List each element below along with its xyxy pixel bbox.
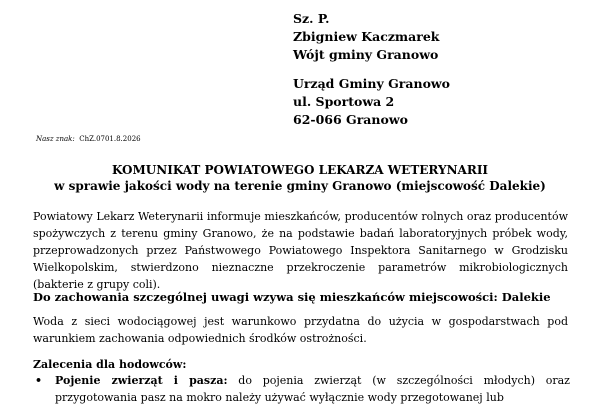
title-line-2: w sprawie jakości wody na terenie gminy Granowo (miejscowość Dalekie) <box>54 179 546 193</box>
heading-recommendations: Zalecenia dla hodowców: <box>33 358 187 371</box>
bullet-icon: • <box>35 374 43 387</box>
recipient-street: ul. Sportowa 2 <box>293 94 395 109</box>
paragraph-water-status: Woda z sieci wodociągowej jest warunkowo przydatna do użycia w gospodarstwach pod warunkiem zachowania odpowiednich środków ostrożności. <box>33 315 568 345</box>
document-title <box>0 162 600 194</box>
recipient-title: Wójt gminy Granowo <box>293 47 439 62</box>
recipient-postcode: 62-066 Granowo <box>293 112 408 127</box>
bullet-bold-text: Pojenie zwierząt i pasza: <box>55 374 228 387</box>
reference-number <box>36 135 141 143</box>
reference-value: ChZ.0701.8.2026 <box>79 135 141 143</box>
list-item <box>35 372 570 406</box>
bullet-text: do pojenia zwierząt (w szczególności młodych) oraz przygotowania pasz na mokro należy używać wyłącznie wody przegotowanej lub <box>55 374 570 404</box>
heading-warning: Do zachowania szczególnej uwagi wzywa się mieszkańców miejscowości: Dalekie <box>33 290 551 304</box>
recipient-salutation: Sz. P. <box>293 11 330 26</box>
paragraph-intro: Powiatowy Lekarz Weterynarii informuje mieszkańców, producentów rolnych oraz producentów spożywczych z terenu gminy Granowo, że na podstawie badań laboratoryjnych próbek wody, przeprowadzonych przez Państwowego Powiatowego Inspektora Sanitarnego w Grodzisku Wielkopolskim, stwierdzono nieznaczne przekroczenie parametrów mikrobiologicznych (bakterie z grupy coli). <box>33 210 568 291</box>
reference-label: Nasz znak: <box>36 135 75 143</box>
recipient-address <box>293 10 450 129</box>
recipient-name: Zbigniew Kaczmarek <box>293 29 440 44</box>
title-line-1: KOMUNIKAT POWIATOWEGO LEKARZA WETERYNARII <box>111 163 489 177</box>
recipient-office: Urząd Gminy Granowo <box>293 76 451 91</box>
